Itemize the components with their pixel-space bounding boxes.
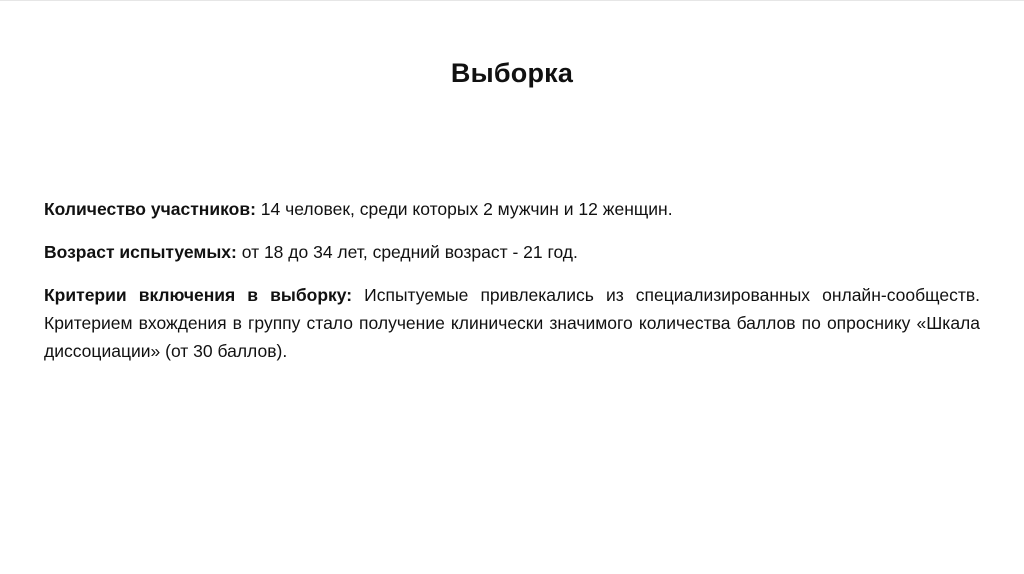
participants-text: 14 человек, среди которых 2 мужчин и 12 женщин. <box>255 199 673 219</box>
slide-title: Выборка <box>450 58 574 88</box>
criteria-text: Испытуемые привлекались из специализированных онлайн-сообществ. Критерием вхождения в группу стало получение клинически значимого количества баллов по опроснику «Шкала диссоциации» (от 30 баллов). <box>44 285 980 361</box>
age-paragraph <box>44 238 980 266</box>
slide-body <box>44 195 980 380</box>
participants-label: Количество участников: <box>44 199 256 219</box>
top-divider <box>0 0 1024 1</box>
criteria-label: Критерии включения в выборку: <box>44 285 353 305</box>
age-label: Возраст испытуемых: <box>44 242 237 262</box>
criteria-paragraph <box>44 281 980 365</box>
age-text: от 18 до 34 лет, средний возраст - 21 год. <box>236 242 578 262</box>
participants-paragraph <box>44 195 980 223</box>
